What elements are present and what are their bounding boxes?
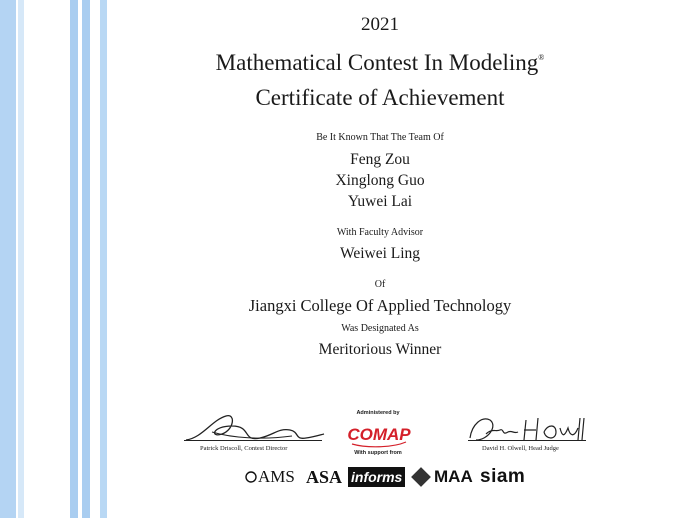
advisor-name: Weiwei Ling <box>339 245 421 262</box>
stripe <box>18 0 24 518</box>
director-caption: Patrick Driscoll, Contest Director <box>200 445 288 452</box>
team-member: Feng Zou <box>350 151 410 168</box>
designation-label: Was Designated As <box>341 323 419 334</box>
administered-by-label: Administered by <box>356 410 400 416</box>
team-intro: Be It Known That The Team Of <box>316 132 444 143</box>
contest-name <box>60 50 700 76</box>
ams-logo <box>244 462 295 492</box>
maa-logo <box>414 462 473 492</box>
signature-line <box>468 440 586 441</box>
of-label: Of <box>374 279 386 290</box>
siam-logo <box>480 462 525 492</box>
comap-logo <box>346 418 412 448</box>
team-member: Xinglong Guo <box>335 172 425 189</box>
maa-mark-icon <box>411 467 431 487</box>
signature-line <box>184 440 322 441</box>
director-signature <box>182 408 326 448</box>
institution-name: Jiangxi College Of Applied Technology <box>248 296 512 315</box>
informs-logo <box>348 462 405 492</box>
head-judge-signature <box>464 410 588 448</box>
contest-name-text: Mathematical Contest In Modeling <box>215 50 539 75</box>
award-name: Meritorious Winner <box>318 341 442 358</box>
asa-logo <box>306 462 342 492</box>
ams-logo-text: AMS <box>258 467 295 486</box>
stripe <box>0 0 16 518</box>
team-member: Yuwei Lai <box>347 193 413 210</box>
siam-logo-text: siam <box>480 466 526 487</box>
asa-logo-text: ASA <box>306 466 343 487</box>
support-label: With support from <box>354 450 402 456</box>
comap-logo-text: COMAP <box>347 425 411 444</box>
informs-logo-text: informs <box>348 467 405 487</box>
advisor-label: With Faculty Advisor <box>336 227 424 238</box>
certificate-title: Certificate of Achievement <box>255 85 505 110</box>
maa-logo-text: MAA <box>434 467 473 486</box>
contest-year: 2021 <box>361 14 399 35</box>
ams-mark-icon <box>244 470 258 484</box>
registered-mark: ® <box>538 53 545 62</box>
head-judge-caption: David H. Olwell, Head Judge <box>482 445 559 452</box>
